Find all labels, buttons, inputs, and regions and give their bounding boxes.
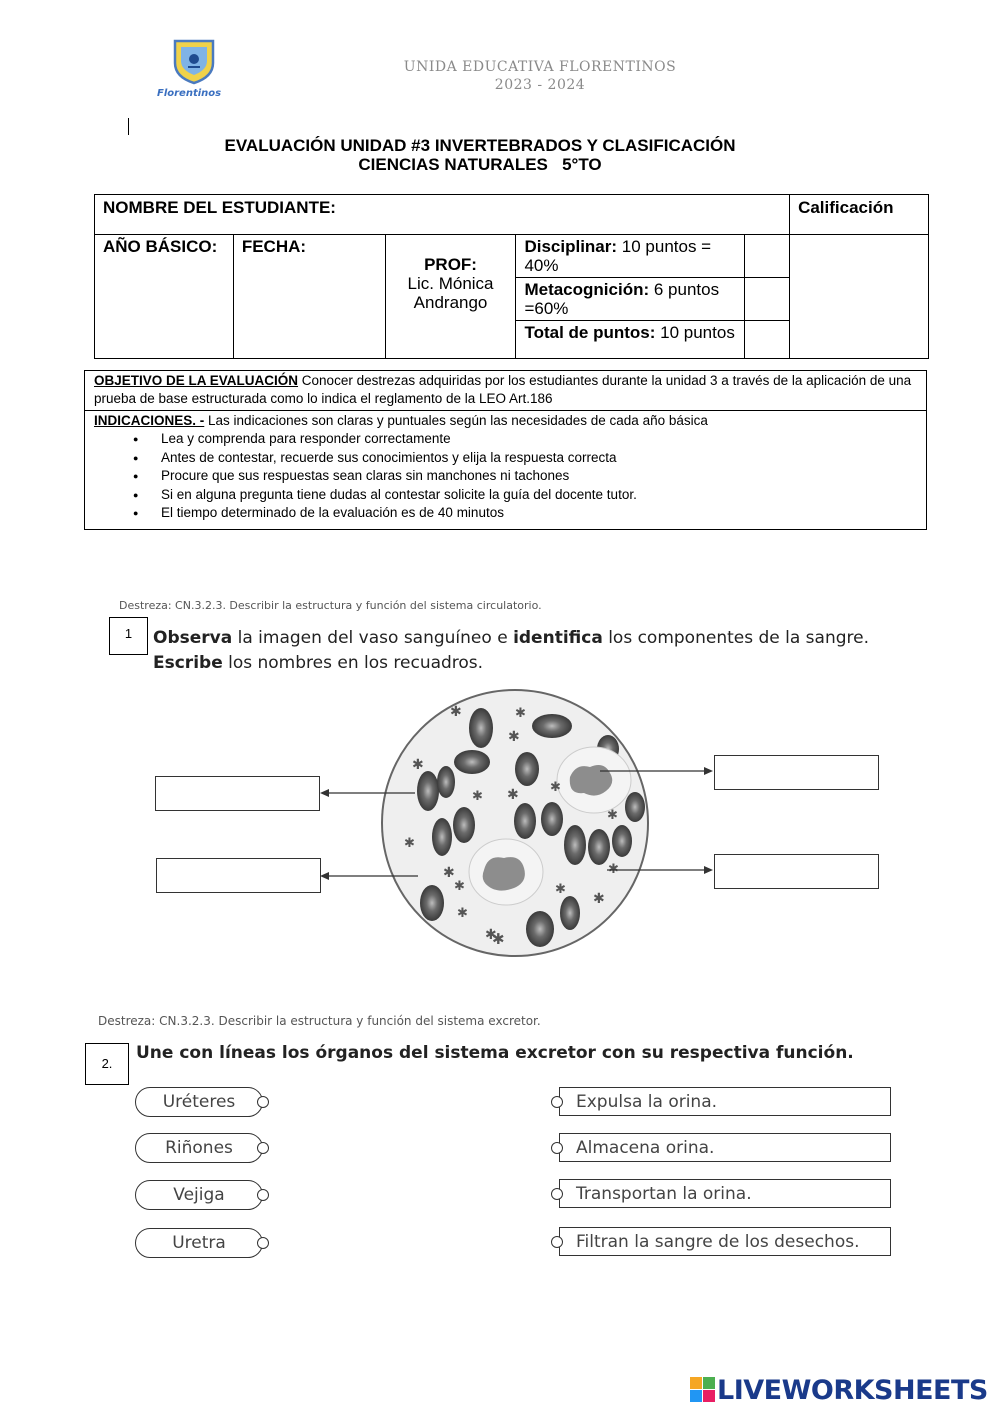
answer-box-left-2[interactable]	[156, 858, 321, 893]
cursor-mark	[128, 118, 129, 135]
function-almacena-connector[interactable]	[551, 1142, 563, 1154]
objective-section	[85, 371, 926, 411]
disciplinar-score[interactable]	[745, 235, 790, 278]
platelet: ✱	[443, 864, 455, 880]
function-expulsa[interactable]: Expulsa la orina.	[559, 1087, 891, 1116]
platelet: ✱	[450, 703, 462, 719]
organ-rinones[interactable]: Riñones	[135, 1133, 263, 1163]
q1-number-box: 1	[109, 617, 148, 655]
prof-name: Lic. Mónica Andrango	[407, 274, 494, 312]
title-line-2: CIENCIAS NATURALES 5°TO	[358, 155, 602, 174]
student-name-label: NOMBRE DEL ESTUDIANTE:	[103, 198, 336, 217]
red-blood-cell	[588, 829, 610, 865]
grade-value-cell[interactable]	[790, 235, 929, 359]
q1-instruction	[153, 626, 893, 676]
red-blood-cell	[432, 818, 452, 856]
platelet: ✱	[404, 835, 415, 850]
red-blood-cell	[453, 807, 475, 843]
instructions-text: Las indicaciones son claras y puntuales según las necesidades de cada año básica	[208, 413, 708, 428]
year-cell	[95, 235, 234, 359]
red-blood-cell	[564, 825, 586, 865]
q1-text-1: la imagen del vaso sanguíneo e	[232, 628, 514, 648]
list-item: ● Lea y comprenda para responder correctamente	[161, 430, 918, 449]
platelet: ✱	[485, 926, 497, 942]
red-blood-cell	[454, 750, 490, 774]
meta-value: 6 puntos =60%	[524, 280, 720, 318]
arrow-head	[704, 767, 713, 775]
function-expulsa-connector[interactable]	[551, 1096, 563, 1108]
title-line-1: EVALUACIÓN UNIDAD #3 INVERTEBRADOS Y CLASIFICACIÓN	[224, 136, 736, 155]
total-label: Total de puntos:	[524, 323, 656, 342]
q1-text-3: los nombres en los recuadros.	[222, 653, 484, 673]
school-header	[330, 58, 750, 94]
red-blood-cell	[469, 708, 493, 748]
objective-box	[84, 370, 927, 530]
q1-word-2: identifica	[513, 628, 603, 648]
platelet: ✱	[593, 890, 605, 906]
grade-cell[interactable]	[790, 195, 929, 235]
q2-instruction: Une con líneas los órganos del sistema excretor con su respectiva función.	[136, 1043, 854, 1063]
platelet: ✱	[457, 905, 468, 920]
total-value: 10 puntos	[660, 323, 735, 342]
objective-label: OBJETIVO DE LA EVALUACIÓN	[94, 373, 299, 388]
q1-skill: Destreza: CN.3.2.3. Describir la estructura y función del sistema circulatorio.	[119, 599, 542, 612]
answer-box-right-1[interactable]	[714, 755, 879, 790]
red-blood-cell	[532, 714, 572, 738]
red-blood-cell	[514, 803, 536, 839]
arrow-head	[320, 789, 329, 797]
red-blood-cell	[515, 752, 539, 786]
red-blood-cell	[437, 766, 455, 798]
list-item: ● Antes de contestar, recuerde sus conocimientos y elija la respuesta correcta	[161, 449, 918, 468]
blood-vessel-illustration	[150, 685, 890, 960]
instructions-section	[85, 411, 926, 529]
red-blood-cell	[526, 911, 554, 947]
brand-text: LIVEWORKSHEETS	[717, 1375, 988, 1406]
red-blood-cell	[560, 896, 580, 930]
platelet: ✱	[608, 861, 619, 876]
arrow-head	[704, 866, 713, 874]
arrow-head	[320, 872, 329, 880]
objective-text: Conocer destrezas adquiridas por los estudiantes durante la unidad 3 a través de la aplicación de una prueba de base estructurada como lo indica el reglamento de la LEO Art.186	[94, 373, 912, 406]
platelet: ✱	[454, 878, 465, 893]
red-blood-cell	[541, 802, 563, 836]
meta-cell	[516, 278, 745, 321]
logo-text: Florentinos	[157, 88, 222, 99]
organ-uretra[interactable]: Uretra	[135, 1228, 263, 1258]
red-blood-cell	[417, 771, 439, 811]
total-cell	[516, 321, 745, 359]
grade-label: Calificación	[798, 198, 894, 217]
platelet: ✱	[607, 807, 618, 822]
prof-cell	[385, 235, 516, 359]
q2-number-box: 2.	[85, 1043, 129, 1085]
white-cell-nucleus	[570, 765, 612, 796]
organ-uretra-connector[interactable]	[257, 1237, 269, 1249]
platelet: ✱	[515, 705, 526, 720]
answer-box-left-1[interactable]	[155, 776, 320, 811]
function-transportan-connector[interactable]	[551, 1188, 563, 1200]
organ-vejiga[interactable]: Vejiga	[135, 1180, 263, 1210]
meta-score[interactable]	[745, 278, 790, 321]
red-blood-cell	[420, 885, 444, 921]
q1-text-2: los componentes de la sangre.	[602, 628, 869, 648]
platelet: ✱	[412, 756, 424, 772]
disciplinar-label: Disciplinar:	[524, 237, 618, 256]
list-item: ● Procure que sus respuestas sean claras sin manchones ni tachones	[161, 467, 918, 486]
platelet: ✱	[555, 881, 566, 896]
q2-skill: Destreza: CN.3.2.3. Describir la estructura y función del sistema excretor.	[98, 1014, 541, 1028]
school-year: 2023 - 2024	[494, 77, 586, 93]
platelet: ✱	[550, 779, 561, 794]
disciplinar-cell	[516, 235, 745, 278]
disciplinar-value: 10 puntos = 40%	[524, 237, 712, 275]
function-transportan[interactable]: Transportan la orina.	[559, 1179, 891, 1208]
school-logo	[155, 38, 231, 106]
red-blood-cell	[612, 825, 632, 857]
function-filtran[interactable]: Filtran la sangre de los desechos.	[559, 1227, 891, 1256]
function-almacena[interactable]: Almacena orina.	[559, 1133, 891, 1162]
instructions-list	[94, 430, 918, 523]
total-score[interactable]	[745, 321, 790, 359]
list-item: ● El tiempo determinado de la evaluación es de 40 minutos	[161, 504, 918, 523]
platelet: ✱	[492, 931, 505, 948]
organ-rinones-connector[interactable]	[257, 1142, 269, 1154]
organ-ureteres-connector[interactable]	[257, 1096, 269, 1108]
evaluation-title	[140, 136, 820, 174]
meta-label: Metacognición:	[524, 280, 650, 299]
function-filtran-connector[interactable]	[551, 1236, 563, 1248]
date-cell[interactable]	[233, 235, 385, 359]
student-info-table	[94, 194, 929, 359]
prof-label: PROF:	[424, 255, 477, 274]
platelet: ✱	[472, 788, 483, 803]
red-blood-cell	[625, 792, 645, 822]
liveworksheets-icon	[690, 1377, 716, 1403]
platelet: ✱	[508, 728, 520, 744]
date-label: FECHA:	[241, 237, 307, 256]
q1-word-3: Escribe	[153, 653, 223, 673]
q1-word-1: Observa	[153, 628, 233, 648]
school-name: UNIDA EDUCATIVA FLORENTINOS	[403, 59, 677, 75]
student-name-cell[interactable]	[95, 195, 790, 235]
year-label: AÑO BÁSICO:	[103, 237, 218, 256]
instructions-label: INDICACIONES. -	[94, 413, 205, 428]
organ-vejiga-connector[interactable]	[257, 1189, 269, 1201]
organ-ureteres[interactable]: Uréteres	[135, 1087, 263, 1117]
list-item: ● Si en alguna pregunta tiene dudas al contestar solicite la guía del docente tutor.	[161, 486, 918, 505]
answer-box-right-2[interactable]	[714, 854, 879, 889]
platelet: ✱	[507, 786, 519, 802]
